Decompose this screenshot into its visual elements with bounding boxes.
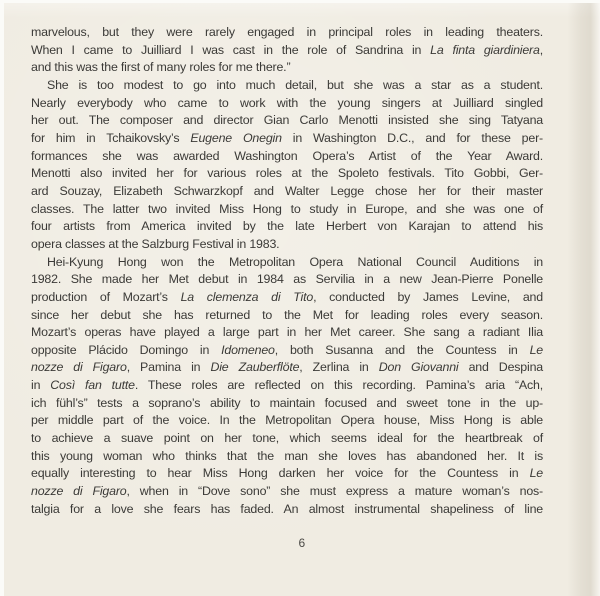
text-line <box>31 218 543 236</box>
text-run: since her debut she has returned to the Met for leading roles every season. <box>31 307 543 322</box>
text-run: When I came to Juilliard I was cast in the role of Sandrina in <box>31 42 431 57</box>
text-run: , Pamina in <box>126 360 211 375</box>
text-run: to achieve a suave point on her tone, which seems ideal for the heartbreak of <box>31 431 543 446</box>
text-line <box>31 201 543 219</box>
text-line <box>31 271 543 289</box>
text-run: Hei-Kyung Hong won the Metropolitan Opera National Council Auditions in <box>47 254 543 269</box>
text-run: per middle part of the voice. In the Metropolitan Opera house, Miss Hong is able <box>31 413 543 428</box>
text-line <box>31 254 543 272</box>
text-run: talgia for a love she fears has faded. An almost instrumental shapeliness of line <box>31 501 543 516</box>
text-run: her out. The composer and director Gian Carlo Menotti insisted she sing Tatyana <box>31 113 543 128</box>
text-run: opposite Plácido Domingo in <box>31 342 222 357</box>
text-line <box>31 377 543 395</box>
text-line <box>31 412 543 430</box>
text-run: in Washington D.C., and for these per- <box>281 130 543 145</box>
text-run: 1982. She made her Met debut in 1984 as Servilia in a new Jean-Pierre Ponelle <box>31 272 543 287</box>
text-line <box>31 42 543 60</box>
text-run: for him in Tchaikovsky’s <box>31 130 191 145</box>
text-line <box>31 112 543 130</box>
text-run: Nearly everybody who came to work with the young singers at Juilliard singled <box>31 95 543 110</box>
text-line <box>31 236 543 254</box>
text-run: this young woman who thinks that the man she loves has abandoned her. It is <box>31 448 543 463</box>
text-line <box>31 448 543 466</box>
text-run: four artists from America invited by the late Herbert von Karajan to attend his <box>31 219 543 234</box>
text-line <box>31 95 543 113</box>
body-text <box>31 24 543 518</box>
text-line <box>31 395 543 413</box>
text-run: equally interesting to hear Miss Hong darken her voice for the Countess in <box>31 466 530 481</box>
text-run: , when in “Dove sono” she must express a mature woman’s nos- <box>126 484 543 499</box>
text-run: classes. The latter two invited Miss Hong to study in Europe, and she was one of <box>31 201 543 216</box>
text-run: , <box>539 42 543 57</box>
italic-title-text: Le <box>529 466 543 481</box>
text-line <box>31 359 543 377</box>
italic-title-text: Die Zauberflöte <box>210 360 300 375</box>
text-run: ard Souzay, Elizabeth Schwarzkopf and Walter Legge chose her for their master <box>31 183 543 198</box>
text-line <box>31 165 543 183</box>
italic-title-text: nozze di Figaro <box>31 484 127 499</box>
text-run: in <box>31 378 51 393</box>
text-line <box>31 130 543 148</box>
text-line <box>31 324 543 342</box>
text-line <box>31 148 543 166</box>
text-line <box>31 24 543 42</box>
italic-title-text: nozze di Figaro <box>31 360 127 375</box>
page-number: 6 <box>298 536 306 550</box>
italic-title-text: Idomeneo <box>221 342 275 357</box>
text-line <box>31 289 543 307</box>
text-run: Mozart’s operas have played a large part in her Met career. She sang a radiant Ilia <box>31 325 543 340</box>
text-run: , conducted by James Levine, and <box>313 289 543 304</box>
text-run: . These roles are reflected on this recording. Pamina’s aria “Ach, <box>134 378 543 393</box>
text-run: production of Mozart’s <box>31 289 181 304</box>
text-line <box>31 483 543 501</box>
text-line <box>31 59 543 77</box>
italic-title-text: Don Giovanni <box>378 360 459 375</box>
italic-title-text: La finta giardiniera <box>430 42 540 57</box>
italic-title-text: La clemenza di Tito <box>180 289 314 304</box>
text-run: and this was the first of many roles for me there.” <box>31 60 291 75</box>
text-line <box>31 183 543 201</box>
text-run: , both Susanna and the Countess in <box>274 342 530 357</box>
italic-title-text: Le <box>529 342 543 357</box>
text-line <box>31 465 543 483</box>
text-run: ich fühl’s” tests a soprano’s ability to maintain focused and sweet tone in the up- <box>31 395 543 410</box>
text-run: formances she was awarded Washington Opera’s Artist of the Year Award. <box>31 148 543 163</box>
text-run: marvelous, but they were rarely engaged in principal roles in leading theaters. <box>31 25 543 39</box>
italic-title-text: Eugene Onegin <box>190 130 282 145</box>
text-line <box>31 77 543 95</box>
text-line <box>31 501 543 519</box>
text-line <box>31 342 543 360</box>
italic-title-text: Così fan tutte <box>50 378 135 393</box>
text-run: Menotti also invited her for various roles at the Spoleto festivals. Tito Gobbi, Ger- <box>31 166 543 181</box>
text-run: and Despina <box>458 360 544 375</box>
text-line <box>31 307 543 325</box>
scanned-page <box>4 3 600 596</box>
text-line <box>31 430 543 448</box>
text-run: , Zerlina in <box>299 360 379 375</box>
text-run: opera classes at the Salzburg Festival in 1983. <box>31 236 280 251</box>
text-run: She is too modest to go into much detail, but she was a star as a student. <box>47 77 543 92</box>
